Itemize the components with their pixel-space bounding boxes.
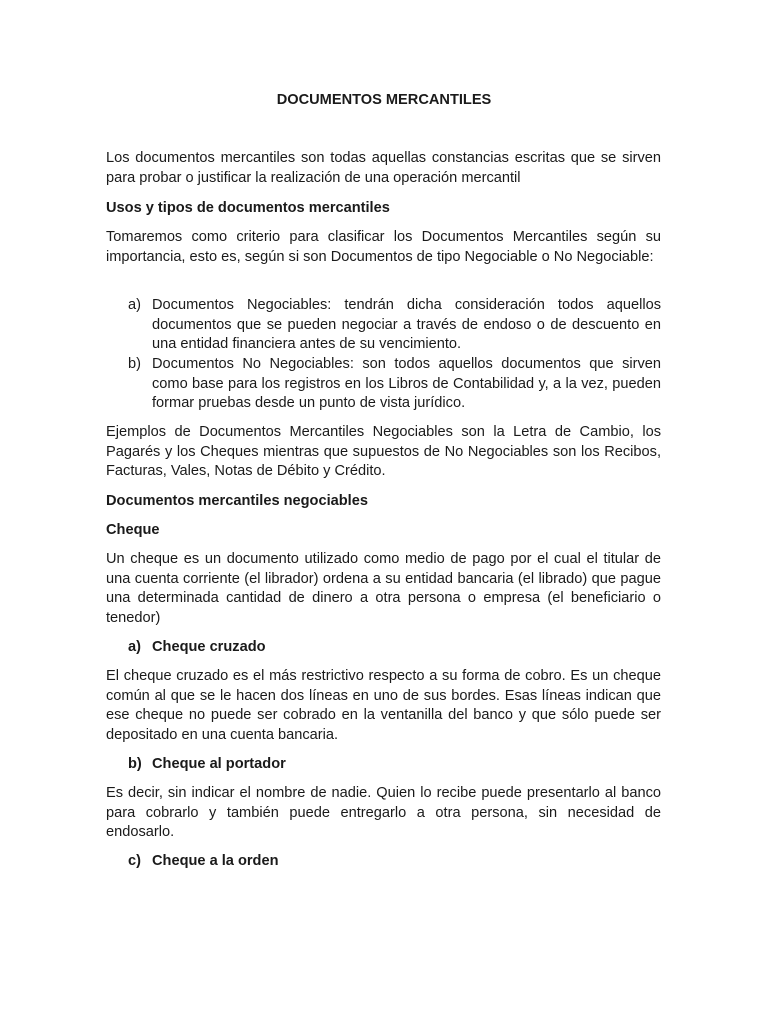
list-item bbox=[128, 355, 661, 414]
sub-marker: a) bbox=[128, 639, 141, 655]
sub-label: Cheque cruzado bbox=[152, 639, 266, 655]
list-marker: b) bbox=[128, 356, 141, 372]
ejemplos-paragraph: Ejemplos de Documentos Mercantiles Negociables son la Letra de Cambio, los Pagarés y los Cheques mientras que supuestos de No Negociables son los Recibos, Facturas, Vales, Notas de Débito y Crédito. bbox=[106, 424, 661, 479]
criterio-paragraph: Tomaremos como criterio para clasificar los Documentos Mercantiles según su importancia, esto es, según si son Documentos de tipo Negociable o No Negociable: bbox=[106, 229, 661, 265]
cruzado-paragraph: El cheque cruzado es el más restrictivo respecto a su forma de cobro. Es un cheque común al que se le hacen dos líneas en uno de sus bordes. Esas líneas indican que ese cheque no puede ser cobrado en la ventanilla del banco y que sólo puede ser depositado en una cuenta bancaria. bbox=[106, 668, 661, 743]
subheading-cheque-orden bbox=[128, 852, 279, 872]
heading-negociables: Documentos mercantiles negociables bbox=[106, 493, 368, 509]
list-item-text: Documentos Negociables: tendrán dicha consideración todos aquellos documentos que se pueden negociar a través de endoso o de descuento en una entidad financiera antes de su vencimiento. bbox=[152, 297, 661, 352]
subheading-cheque-cruzado bbox=[128, 638, 266, 658]
cheque-definition: Un cheque es un documento utilizado como medio de pago por el cual el titular de una cuenta corriente (el librador) ordena a su entidad bancaria (el librado) que pague una determinada cantidad de dinero a otra persona o empresa (el beneficiario o tenedor) bbox=[106, 551, 661, 626]
list-item-text: Documentos No Negociables: son todos aquellos documentos que sirven como base para los registros en los Libros de Contabilidad y, a la vez, pueden formar pruebas desde un punto de vista jurídico. bbox=[152, 356, 661, 411]
sub-label: Cheque a la orden bbox=[152, 853, 279, 869]
subheading-cheque-portador bbox=[128, 755, 286, 775]
portador-paragraph: Es decir, sin indicar el nombre de nadie. Quien lo recibe puede presentarlo al banco para cobrarlo y también puede entregarlo a otra persona, sin necesidad de endosarlo. bbox=[106, 785, 661, 840]
intro-paragraph: Los documentos mercantiles son todas aquellas constancias escritas que se sirven para probar o justificar la realización de una operación mercantil bbox=[106, 150, 661, 186]
sub-label: Cheque al portador bbox=[152, 756, 286, 772]
list-item bbox=[128, 296, 661, 355]
document-title: DOCUMENTOS MERCANTILES bbox=[276, 92, 492, 108]
sub-marker: c) bbox=[128, 853, 141, 869]
heading-usos-tipos: Usos y tipos de documentos mercantiles bbox=[106, 200, 390, 216]
heading-cheque: Cheque bbox=[106, 522, 160, 538]
list-marker: a) bbox=[128, 297, 141, 313]
sub-marker: b) bbox=[128, 756, 142, 772]
